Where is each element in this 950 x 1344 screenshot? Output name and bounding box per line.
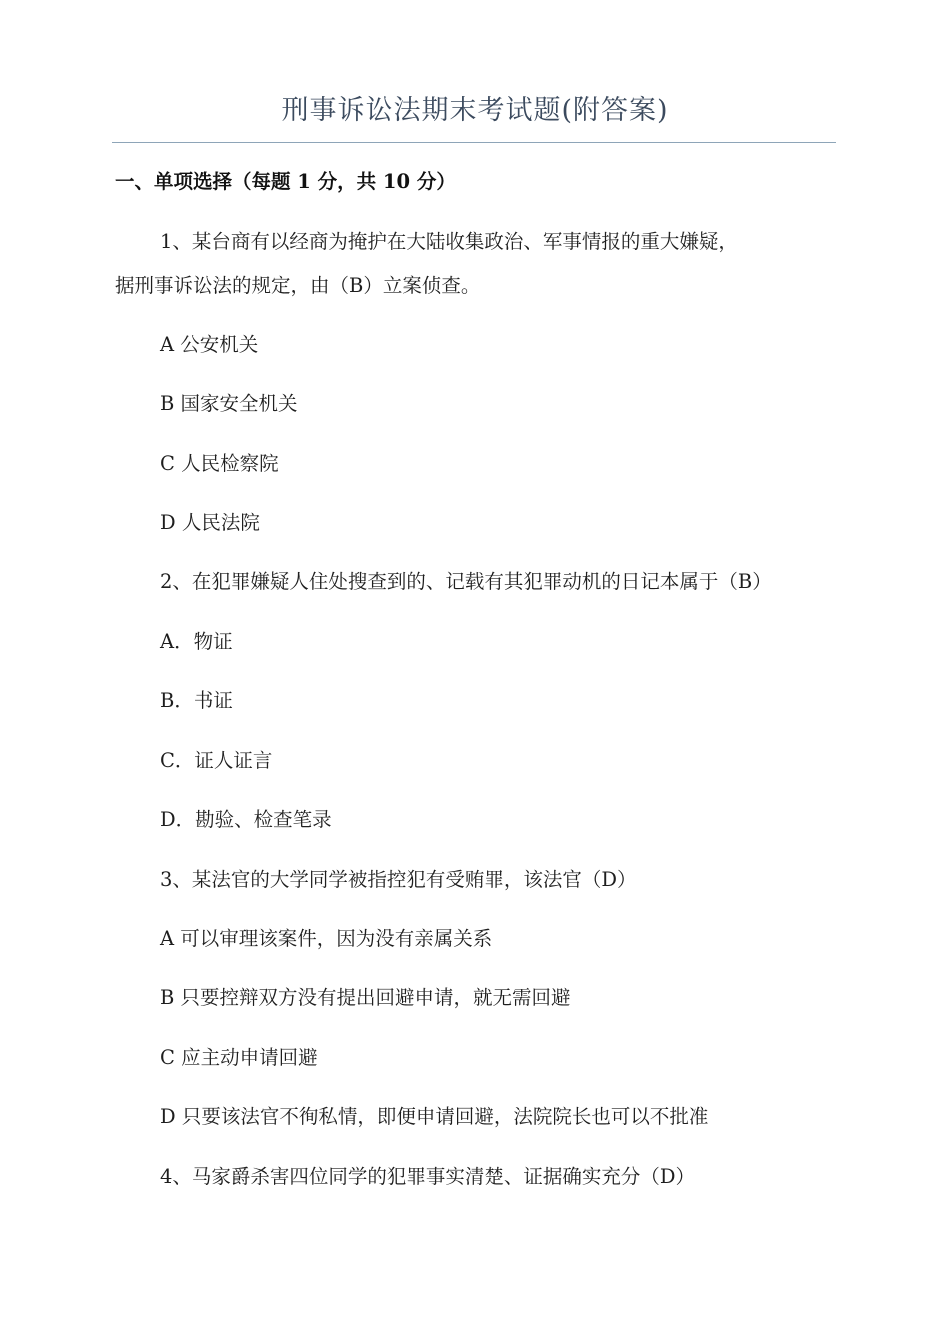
question-1-text-line-1: 1、某台商有以经商为掩护在大陆收集政治、军事情报的重大嫌疑，	[160, 230, 738, 253]
question-1-option-b: B 国家安全机关	[160, 392, 298, 415]
section-heading: 一、单项选择（每题 1 分，共 10 分）	[115, 170, 456, 193]
question-1-option-c: C 人民检察院	[160, 452, 279, 475]
question-3-text: 3、某法官的大学同学被指控犯有受贿罪，该法官（D）	[160, 868, 637, 891]
question-1-text-line-2: 据刑事诉讼法的规定，由（B）立案侦查。	[115, 274, 481, 297]
document-title: 刑事诉讼法期末考试题(附答案)	[281, 95, 669, 126]
question-3-option-b: B 只要控辩双方没有提出回避申请，就无需回避	[160, 986, 571, 1009]
question-1-option-d: D 人民法院	[160, 511, 260, 534]
question-2-text: 2、在犯罪嫌疑人住处搜查到的、记载有其犯罪动机的日记本属于（B）	[160, 570, 772, 593]
question-4-text: 4、马家爵杀害四位同学的犯罪事实清楚、证据确实充分（D）	[160, 1165, 696, 1188]
question-2-option-b: B．书证	[160, 689, 233, 712]
question-2-option-d: D．勘验、检查笔录	[160, 808, 332, 831]
question-1-option-a: A 公安机关	[160, 333, 259, 356]
title-divider	[112, 142, 836, 143]
question-2-option-c: C．证人证言	[160, 749, 273, 772]
question-3-option-d: D 只要该法官不徇私情，即便申请回避，法院院长也可以不批准	[160, 1105, 709, 1128]
question-2-option-a: A．物证	[160, 630, 233, 653]
question-3-option-a: A 可以审理该案件，因为没有亲属关系	[160, 927, 493, 950]
question-3-option-c: C 应主动申请回避	[160, 1046, 318, 1069]
